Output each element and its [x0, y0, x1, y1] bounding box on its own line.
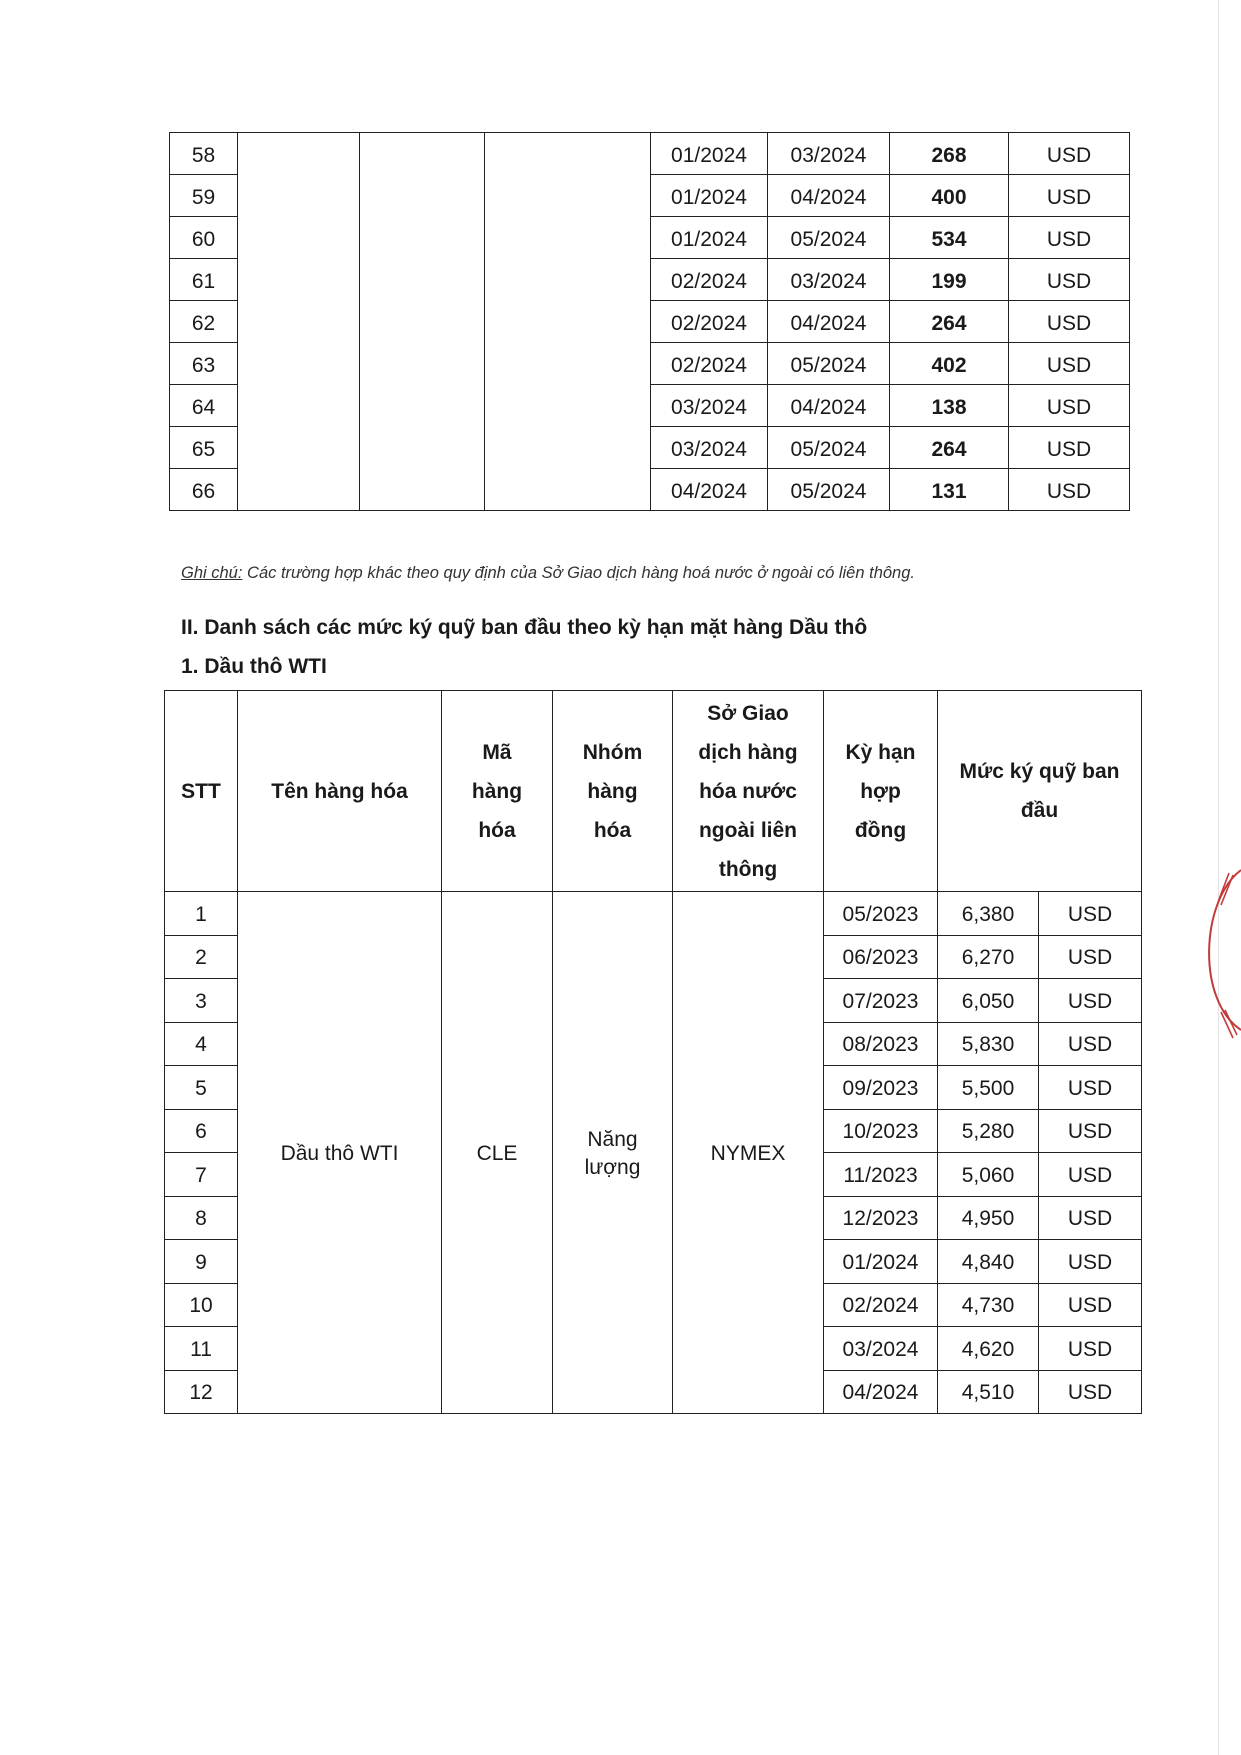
table-row	[170, 385, 1130, 427]
cell-from: 04/2024	[651, 469, 768, 511]
table-row	[165, 892, 1142, 936]
table-row	[170, 301, 1130, 343]
cell-from: 02/2024	[651, 259, 768, 301]
cell-empty	[360, 217, 485, 259]
cell-to: 05/2024	[768, 217, 890, 259]
header-group: Nhóm hàng hóa	[553, 691, 673, 892]
cell-empty	[238, 385, 360, 427]
cell-value: 138	[890, 385, 1009, 427]
table-row	[170, 469, 1130, 511]
cell-exchange: NYMEX	[673, 892, 824, 1414]
cell-term: 04/2024	[824, 1370, 938, 1414]
cell-currency: USD	[1009, 385, 1130, 427]
cell-empty	[360, 133, 485, 175]
cell-empty	[360, 259, 485, 301]
table-row	[170, 133, 1130, 175]
cell-stt: 2	[165, 935, 238, 979]
cell-term: 08/2023	[824, 1022, 938, 1066]
cell-empty	[360, 469, 485, 511]
cell-stt: 61	[170, 259, 238, 301]
cell-currency: USD	[1009, 469, 1130, 511]
cell-currency: USD	[1009, 343, 1130, 385]
cell-value: 5,280	[938, 1109, 1039, 1153]
cell-stt: 65	[170, 427, 238, 469]
footnote-text: Các trường hợp khác theo quy định của Sở Giao dịch hàng hoá nước ở ngoài có liên thông.	[242, 564, 915, 582]
cell-value: 264	[890, 427, 1009, 469]
cell-value: 4,950	[938, 1196, 1039, 1240]
cell-empty	[485, 427, 651, 469]
cell-currency: USD	[1039, 1022, 1142, 1066]
cell-to: 05/2024	[768, 469, 890, 511]
cell-to: 03/2024	[768, 259, 890, 301]
footnote	[181, 564, 915, 583]
cell-currency: USD	[1039, 1109, 1142, 1153]
subsection-heading: 1. Dầu thô WTI	[181, 655, 327, 678]
cell-from: 03/2024	[651, 385, 768, 427]
cell-value: 5,830	[938, 1022, 1039, 1066]
cell-term: 05/2023	[824, 892, 938, 936]
cell-currency: USD	[1039, 892, 1142, 936]
cell-value: 5,500	[938, 1066, 1039, 1110]
group-line-2: lượng	[584, 1156, 641, 1179]
cell-value: 402	[890, 343, 1009, 385]
cell-to: 04/2024	[768, 385, 890, 427]
cell-stt: 3	[165, 979, 238, 1023]
cell-currency: USD	[1039, 1066, 1142, 1110]
cell-to: 04/2024	[768, 301, 890, 343]
cell-term: 01/2024	[824, 1240, 938, 1284]
cell-currency: USD	[1009, 217, 1130, 259]
cell-stt: 1	[165, 892, 238, 936]
cell-empty	[485, 469, 651, 511]
cell-empty	[360, 343, 485, 385]
cell-currency: USD	[1009, 427, 1130, 469]
cell-currency: USD	[1039, 979, 1142, 1023]
header-margin: Mức ký quỹ ban đầu	[938, 691, 1142, 892]
cell-stt: 60	[170, 217, 238, 259]
cell-empty	[360, 175, 485, 217]
cell-empty	[360, 301, 485, 343]
cell-empty	[485, 385, 651, 427]
cell-stt: 62	[170, 301, 238, 343]
cell-from: 01/2024	[651, 175, 768, 217]
cell-value: 4,510	[938, 1370, 1039, 1414]
cell-stt: 4	[165, 1022, 238, 1066]
cell-from: 02/2024	[651, 301, 768, 343]
stamp-seal-fragment	[1181, 860, 1241, 1040]
cell-value: 264	[890, 301, 1009, 343]
cell-stt: 6	[165, 1109, 238, 1153]
cell-empty	[485, 133, 651, 175]
table-row	[170, 217, 1130, 259]
cell-value: 199	[890, 259, 1009, 301]
cell-stt: 7	[165, 1153, 238, 1197]
cell-code: CLE	[442, 892, 553, 1414]
cell-stt: 12	[165, 1370, 238, 1414]
cell-currency: USD	[1039, 1196, 1142, 1240]
header-stt: STT	[165, 691, 238, 892]
table-row	[170, 343, 1130, 385]
cell-value: 534	[890, 217, 1009, 259]
cell-stt: 9	[165, 1240, 238, 1284]
cell-empty	[238, 301, 360, 343]
cell-value: 4,840	[938, 1240, 1039, 1284]
cell-empty	[485, 175, 651, 217]
cell-term: 09/2023	[824, 1066, 938, 1110]
cell-from: 01/2024	[651, 133, 768, 175]
cell-stt: 66	[170, 469, 238, 511]
cell-empty	[485, 217, 651, 259]
cell-stt: 10	[165, 1283, 238, 1327]
cell-value: 6,270	[938, 935, 1039, 979]
wti-margin-table	[164, 690, 1142, 1414]
cell-to: 04/2024	[768, 175, 890, 217]
cell-empty	[238, 427, 360, 469]
cell-empty	[238, 175, 360, 217]
cell-empty	[238, 469, 360, 511]
cell-currency: USD	[1009, 175, 1130, 217]
cell-term: 03/2024	[824, 1327, 938, 1371]
cell-empty	[238, 343, 360, 385]
cell-empty	[485, 259, 651, 301]
cell-term: 02/2024	[824, 1283, 938, 1327]
section-heading: II. Danh sách các mức ký quỹ ban đầu theo kỳ hạn mặt hàng Dầu thô	[181, 616, 868, 639]
cell-empty	[360, 427, 485, 469]
cell-value: 6,050	[938, 979, 1039, 1023]
cell-value: 6,380	[938, 892, 1039, 936]
margin-table-continued	[169, 132, 1130, 511]
cell-empty	[485, 343, 651, 385]
cell-currency: USD	[1039, 1240, 1142, 1284]
cell-stt: 64	[170, 385, 238, 427]
cell-term: 10/2023	[824, 1109, 938, 1153]
cell-empty	[238, 133, 360, 175]
cell-currency: USD	[1009, 259, 1130, 301]
cell-value: 131	[890, 469, 1009, 511]
header-term: Kỳ hạn hợp đồng	[824, 691, 938, 892]
cell-commodity: Dầu thô WTI	[238, 892, 442, 1414]
cell-from: 01/2024	[651, 217, 768, 259]
cell-value: 4,620	[938, 1327, 1039, 1371]
table-row	[170, 259, 1130, 301]
cell-stt: 11	[165, 1327, 238, 1371]
cell-stt: 5	[165, 1066, 238, 1110]
cell-empty	[238, 259, 360, 301]
footnote-label: Ghi chú:	[181, 564, 243, 582]
header-exchange: Sở Giao dịch hàng hóa nước ngoài liên thông	[673, 691, 824, 892]
cell-term: 06/2023	[824, 935, 938, 979]
group-line-1: Năng	[587, 1128, 638, 1151]
cell-currency: USD	[1039, 1153, 1142, 1197]
cell-value: 268	[890, 133, 1009, 175]
cell-stt: 59	[170, 175, 238, 217]
cell-currency: USD	[1039, 1283, 1142, 1327]
cell-to: 03/2024	[768, 133, 890, 175]
cell-group	[553, 892, 673, 1414]
cell-term: 11/2023	[824, 1153, 938, 1197]
cell-value: 4,730	[938, 1283, 1039, 1327]
cell-empty	[360, 385, 485, 427]
cell-currency: USD	[1039, 1370, 1142, 1414]
cell-stt: 58	[170, 133, 238, 175]
cell-currency: USD	[1009, 133, 1130, 175]
cell-from: 02/2024	[651, 343, 768, 385]
table-row	[170, 175, 1130, 217]
cell-empty	[485, 301, 651, 343]
header-code: Mã hàng hóa	[442, 691, 553, 892]
cell-to: 05/2024	[768, 343, 890, 385]
cell-currency: USD	[1039, 935, 1142, 979]
cell-term: 12/2023	[824, 1196, 938, 1240]
cell-currency: USD	[1009, 301, 1130, 343]
cell-value: 400	[890, 175, 1009, 217]
cell-term: 07/2023	[824, 979, 938, 1023]
table-row	[170, 427, 1130, 469]
cell-stt: 63	[170, 343, 238, 385]
header-name: Tên hàng hóa	[238, 691, 442, 892]
cell-empty	[238, 217, 360, 259]
cell-to: 05/2024	[768, 427, 890, 469]
cell-stt: 8	[165, 1196, 238, 1240]
cell-from: 03/2024	[651, 427, 768, 469]
table-header-row	[165, 691, 1142, 892]
cell-value: 5,060	[938, 1153, 1039, 1197]
cell-currency: USD	[1039, 1327, 1142, 1371]
